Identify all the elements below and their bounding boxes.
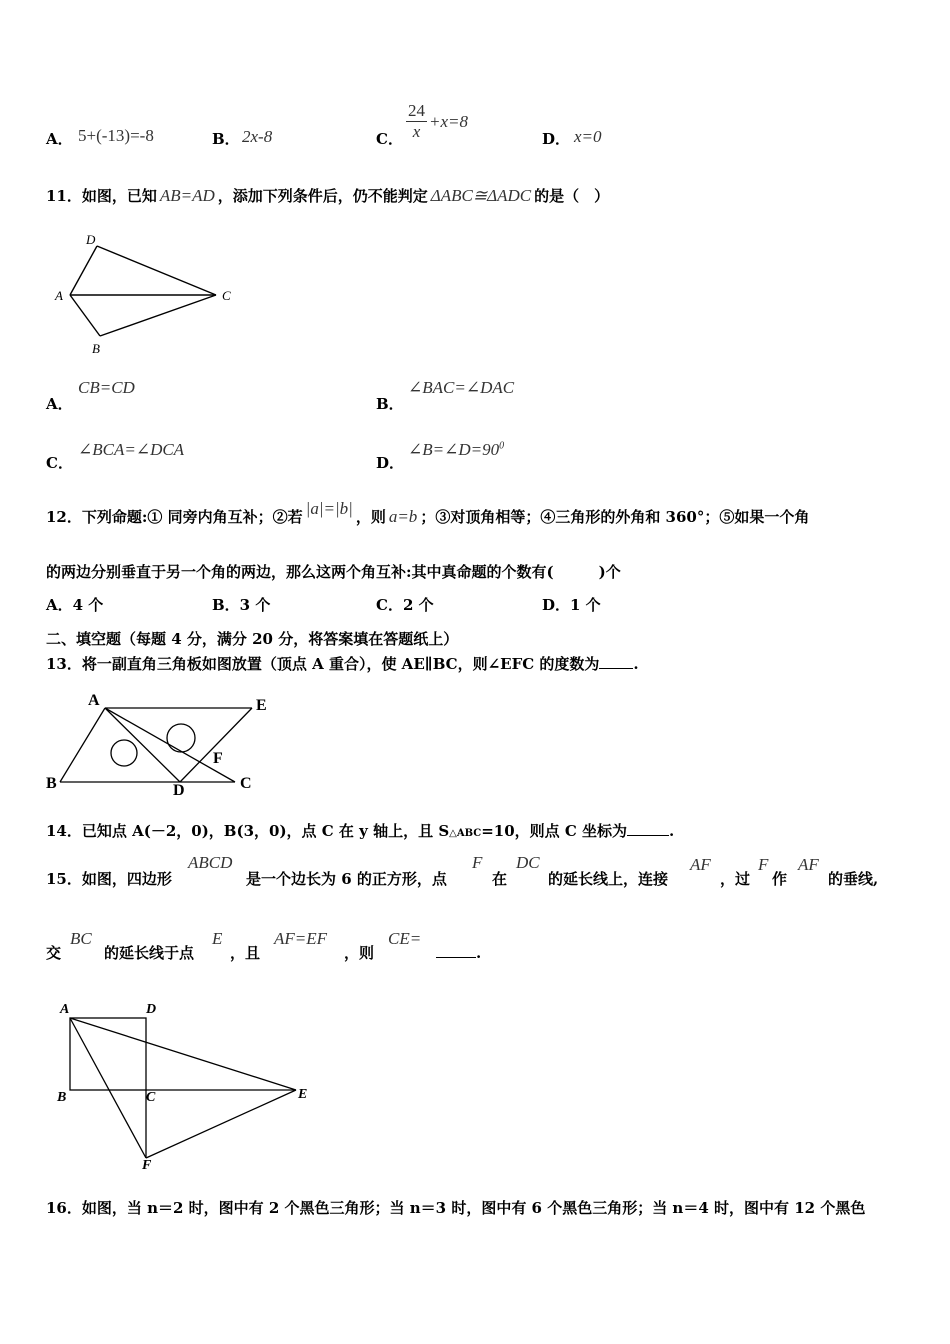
q12-option-b: B．3 个 (212, 596, 271, 614)
q14-answer-blank[interactable] (627, 821, 669, 836)
q11-label-d: D (86, 232, 96, 247)
q10-option-d-expr: x=0 (574, 127, 602, 146)
q15-label-c: C (146, 1090, 156, 1105)
q15-end: . (476, 944, 482, 962)
q16-stem: 16．如图，当 n＝2 时，图中有 2 个黑色三角形；当 n＝3 时，图中有 6 个黑色三角形；当 n＝4 时，图中有 12 个黑色 (46, 1199, 866, 1217)
q15-line2-d: ，则 (344, 944, 375, 962)
q11-option-b: ∠BAC=∠DAC (408, 378, 515, 397)
q11-congruence: ΔABC≅ΔADC (430, 186, 532, 205)
q12-option-a: A．4 个 (46, 596, 104, 614)
q12-part1: 12．下列命题:① 同旁内角互补；②若 (46, 508, 303, 526)
q11-label-b: B (92, 341, 100, 356)
segment-dc (97, 246, 216, 295)
q11-option-c: ∠BCA=∠DCA (78, 440, 185, 459)
q15-abcd: ABCD (188, 853, 233, 872)
q11-option-a-label: A． (46, 395, 73, 413)
q15-label-d: D (146, 1002, 157, 1017)
q15-part7: 的垂线, (828, 870, 879, 888)
q13-label-c: C (240, 775, 252, 792)
q15-line2-b: 的延长线于点 (104, 944, 195, 962)
q15-figure (50, 1000, 330, 1180)
q15-answer-blank[interactable] (436, 942, 476, 958)
q11-condition: AB=AD (159, 186, 215, 205)
q12-part2: ，则 (355, 508, 386, 526)
q11-option-c-label: C． (46, 454, 73, 472)
segment-ab (70, 295, 100, 336)
q11-option-a: CB=CD (78, 378, 135, 397)
q11-option-b-label: B． (376, 395, 404, 413)
q15-dc: DC (516, 853, 540, 872)
q15-af: AF (690, 855, 711, 874)
q10-option-a-expr: 5+(-13)=-8 (78, 126, 154, 145)
q11-option-d-label: D． (376, 454, 405, 472)
q10-option-d-label: D． (542, 130, 571, 148)
q15-answer (436, 942, 481, 962)
q15-point-f2: F (758, 855, 769, 874)
q12-line1 (46, 499, 810, 527)
q12-line2: 的两边分别垂直于另一个角的两边，那么这两个角互补:其中真命题的个数有( )个 (46, 563, 621, 581)
q15-point-e: E (212, 929, 223, 948)
fraction-numerator: 24 (408, 101, 425, 120)
q13-stem (46, 653, 639, 674)
q14-end: . (669, 822, 675, 840)
q11-option-d-sup: 0 (499, 440, 505, 452)
q15-part6: 作 (772, 870, 788, 888)
q15-part5: ，过 (720, 870, 751, 888)
q15-label-e: E (298, 1087, 308, 1102)
q11-stem (46, 185, 609, 206)
q15-label-f: F (142, 1158, 152, 1173)
q13-end: . (633, 655, 639, 673)
q11-option-d (408, 440, 504, 460)
circle-left (111, 740, 137, 766)
q14-text: 14．已知点 A(－2，0)，B(3，0)，点 C 在 y 轴上，且 S (46, 822, 450, 840)
q12-option-d: D．1 个 (542, 596, 601, 614)
q11-label-a: A (55, 288, 63, 303)
square-abcd (70, 1018, 146, 1090)
q15-line2-c: ，且 (230, 944, 261, 962)
q15-part2: 是一个边长为 6 的正方形，点 (246, 870, 447, 888)
q13-label-a: A (88, 692, 100, 709)
q14-stem (46, 820, 674, 841)
q15-label-b: B (57, 1090, 67, 1105)
section-2-heading: 二、填空题（每题 4 分，满分 20 分，将答案填在答题纸上） (46, 630, 459, 648)
q11-suffix: 的是（ ） (534, 187, 610, 205)
q13-label-e: E (256, 697, 267, 714)
q13-label-b: B (46, 775, 57, 792)
q10-option-b-label: B． (212, 130, 240, 148)
q15-line2-a: 交 (46, 944, 62, 962)
q14-subscript: △ABC (449, 828, 482, 839)
q13-text: 13．将一副直角三角板如图放置（顶点 A 重合），使 AE∥BC，则∠EFC 的度数为 (46, 655, 600, 673)
q15-ce: CE= (388, 929, 422, 948)
q12-abs-expr: |a|=|b| (305, 499, 353, 518)
q12-option-c: C．2 个 (376, 596, 434, 614)
line-fe (146, 1090, 296, 1158)
q10-option-c-rest: +x=8 (429, 111, 468, 131)
q15-af2: AF (798, 855, 819, 874)
q15-condition: AF=EF (274, 929, 328, 948)
fraction-denominator: x (412, 122, 421, 141)
q11-option-d-expr: ∠B=∠D=90 (408, 440, 500, 459)
q15-part1: 15．如图，四边形 (46, 870, 172, 888)
q10-option-b-expr: 2x-8 (242, 127, 273, 146)
q12-part3: ；③对顶角相等；④三角形的外角和 360°；⑤如果一个角 (420, 508, 810, 526)
q11-figure (50, 228, 250, 358)
segment-bc (100, 295, 216, 336)
q11-mid: ，添加下列条件后，仍不能判定 (217, 187, 428, 205)
q15-bc: BC (70, 929, 92, 948)
q10-option-a-label: A． (46, 130, 73, 148)
q15-point-f: F (472, 853, 483, 872)
q13-label-f: F (213, 750, 223, 767)
circle-right (167, 724, 195, 752)
q10-option-c-label: C． (376, 130, 403, 148)
q10-option-c-expr (406, 101, 468, 142)
q13-answer-blank[interactable] (599, 654, 633, 669)
q13-label-d: D (173, 782, 185, 799)
q15-label-a: A (60, 1002, 70, 1017)
q14-text2: =10，则点 C 坐标为 (481, 822, 628, 840)
q11-prefix: 11．如图，已知 (46, 187, 157, 205)
q12-eq-expr: a=b (388, 507, 418, 526)
line-ab (60, 708, 105, 782)
q15-part4: 的延长线上，连接 (548, 870, 669, 888)
q15-part3: 在 (492, 870, 508, 888)
segment-ad (70, 246, 97, 295)
q11-label-c: C (222, 288, 231, 303)
